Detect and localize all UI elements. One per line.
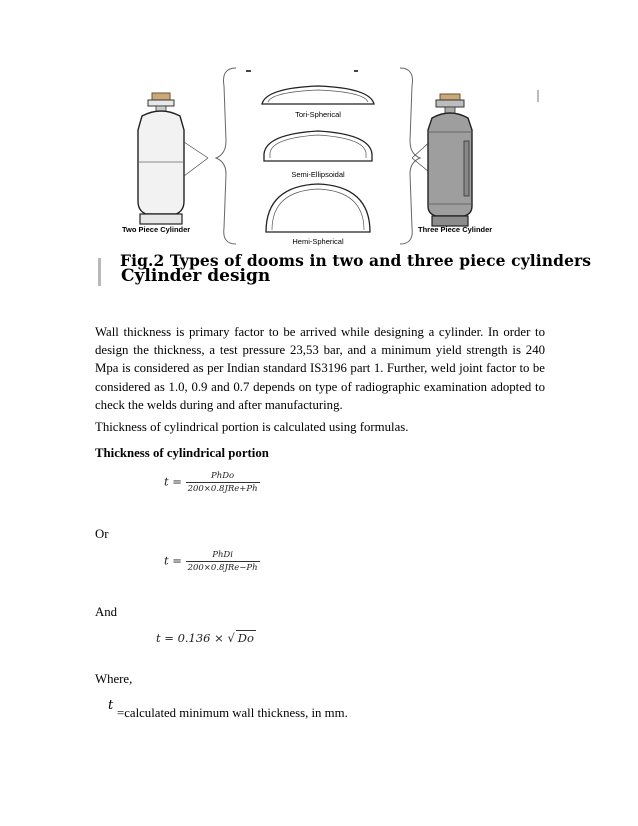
- hemi-spherical-label: Hemi-Spherical: [292, 237, 344, 246]
- semi-ellipsoidal-dome: [264, 131, 372, 161]
- paragraph-formulas-intro: Thickness of cylindrical portion is calculated using formulas.: [95, 420, 409, 434]
- formula-denominator: 200×0.8JRe+Ph: [187, 484, 258, 494]
- formula-numerator: PhDo: [186, 470, 260, 483]
- two-piece-cylinder-image: [122, 93, 190, 234]
- heading-accent-bar: [98, 258, 101, 286]
- formula-lhs: t =: [164, 553, 182, 568]
- t-definition: =calculated minimum wall thickness, in mm.: [117, 706, 348, 720]
- cylinder-dome-figure: [96, 46, 546, 252]
- formula-fraction: [186, 470, 260, 495]
- dome-types-panel: [216, 68, 420, 246]
- or-text: Or: [95, 527, 109, 541]
- formula-fraction: [186, 549, 260, 574]
- formula-numerator: PhDi: [186, 549, 260, 562]
- t-symbol: t: [108, 698, 114, 713]
- sqrt-symbol: √: [227, 631, 235, 645]
- tori-spherical-label: Tori-Spherical: [295, 110, 341, 119]
- where-text: Where,: [95, 672, 133, 686]
- formula-lhs: t =: [164, 474, 182, 489]
- formula-thickness-outer: [164, 470, 260, 495]
- three-piece-cylinder-image: [418, 94, 492, 234]
- subheading-cylindrical-thickness: Thickness of cylindrical portion: [95, 446, 269, 460]
- figure-caption: Fig.2 Types of dooms in two and three piece cylinders: [120, 251, 592, 270]
- formula-thickness-inner: [164, 549, 260, 574]
- section-heading: Cylinder design: [121, 266, 271, 286]
- paragraph-wall-thickness: Wall thickness is primary factor to be arrived while designing a cylinder. In order to design the thickness, a test pressure 23,53 bar, and a minimum yield strength is 240 Mpa is considered as per Indian standard IS3196 part 1. Further, weld joint factor to be considered as 1.0, 0.9 and 0.7 depends on type of radiographic examination adopted to check the welds during and after manufacturing.: [95, 325, 545, 412]
- three-piece-label: Three Piece Cylinder: [418, 225, 493, 234]
- two-piece-label: Two Piece Cylinder: [122, 225, 191, 234]
- hemi-spherical-dome: [266, 184, 370, 232]
- and-text: And: [95, 605, 118, 619]
- formula-lhs: t = 0.136 ×: [156, 631, 224, 645]
- semi-ellipsoidal-label: Semi-Ellipsoidal: [291, 170, 345, 179]
- formula-radicand: Do: [237, 631, 254, 645]
- formula-thickness-sqrt: [156, 630, 256, 645]
- formula-denominator: 200×0.8JRe−Ph: [187, 563, 258, 573]
